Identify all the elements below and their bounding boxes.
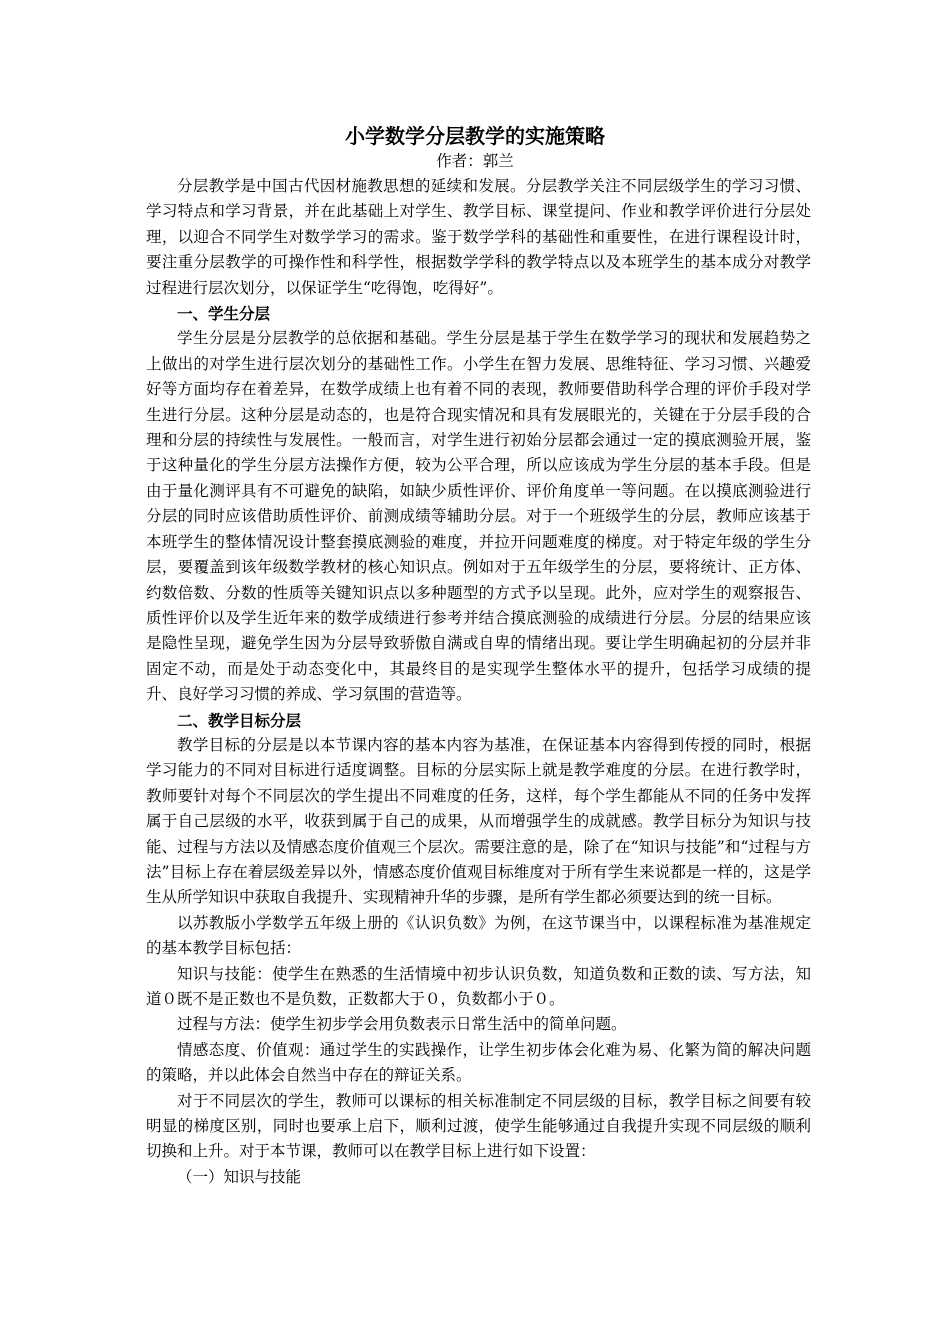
- subsection-heading-knowledge: （一）知识与技能: [177, 1167, 302, 1186]
- section2-paragraph-process: 过程与方法：使学生初步学会用负数表示日常生活中的简单问题。: [177, 1015, 627, 1034]
- section-heading-goal-layering: 二、教学目标分层: [177, 710, 302, 730]
- intro-paragraph: 分层教学是中国古代因材施教思想的延续和发展。分层教学关注不同层级学生的学习习惯、学习特点和学习背景，并在此基础上对学生、教学目标、课堂提问、作业和教学评价进行分层处理，以迎合不同学生对数学学习的需求。鉴于数学学科的基础性和重要性，在进行课程设计时，要注重分层教学的可操作性和科学性，根据数学学科的教学特点以及本班学生的基本成分对教学过程进行层次划分，以保证学生“吃得饱，吃得好”。: [146, 177, 811, 297]
- section2-paragraph-3: 对于不同层次的学生，教师可以课标的相关标准制定不同层级的目标，教学目标之间要有较明显的梯度区别，同时也要承上启下，顺利过渡，使学生能够通过自我提升实现不同层级的顺利切换和上升。对于本节课，教师可以在教学目标上进行如下设置：: [146, 1091, 811, 1161]
- section1-paragraph: 学生分层是分层教学的总依据和基础。学生分层是基于学生在数学学习的现状和发展趋势之上做出的对学生进行层次划分的基础性工作。小学生在智力发展、思维特征、学习习惯、兴趣爱好等方面均存在着差异，在数学成绩上也有着不同的表现，教师要借助科学合理的评价手段对学生进行分层。这种分层是动态的，也是符合现实情况和具有发展眼光的，关键在于分层手段的合理和分层的持续性与发展性。一般而言，对学生进行初始分层都会通过一定的摸底测验开展，鉴于这种量化的学生分层方法操作方便，较为公平合理，所以应该成为学生分层的基本手段。但是由于量化测评具有不可避免的缺陷，如缺少质性评价、评价角度单一等问题。在以摸底测验进行分层的同时应该借助质性评价、前测成绩等辅助分层。对于一个班级学生的分层，教师应该基于本班学生的整体情况设计整套摸底测验的难度，并拉开问题难度的梯度。对于特定年级的学生分层，要覆盖到该年级数学教材的核心知识点。例如对于五年级学生的分层，要将统计、正方体、约数倍数、分数的性质等关键知识点以多种题型的方式予以呈现。此外，应对学生的观察报告、质性评价以及学生近年来的数学成绩进行参考并结合摸底测验的成绩进行分层。分层的结果应该是隐性呈现，避免学生因为分层导致骄傲自满或自卑的情绪出现。要让学生明确起初的分层并非固定不动，而是处于动态变化中，其最终目的是实现学生整体水平的提升，包括学习成绩的提升、良好学习习惯的养成、学习氛围的营造等。: [146, 329, 811, 704]
- document-author: 作者：郭兰: [436, 152, 514, 170]
- section2-paragraph-knowledge: 知识与技能：使学生在熟悉的生活情境中初步认识负数，知道负数和正数的读、写方法，知道０既不是正数也不是负数，正数都大于０，负数都小于０。: [146, 964, 811, 1008]
- section2-paragraph-2: 以苏教版小学数学五年级上册的《认识负数》为例，在这节课当中，以课程标准为基准规定的基本教学目标包括：: [146, 913, 811, 958]
- section2-paragraph-1: 教学目标的分层是以本节课内容的基本内容为基准，在保证基本内容得到传授的同时，根据学习能力的不同对目标进行适度调整。目标的分层实际上就是教学难度的分层。在进行教学时，教师要针对每个不同层次的学生提出不同难度的任务，这样，每个学生都能从不同的任务中发挥属于自己层级的水平，收获到属于自己的成果，从而增强学生的成就感。教学目标分为知识与技能、过程与方法以及情感态度价值观三个层次。需要注意的是，除了在“知识与技能”和“过程与方法”目标上存在着层级差异以外，情感态度价值观目标维度对于所有学生来说都是一样的，这是学生从所学知识中获取自我提升、实现精神升华的步骤，是所有学生都必须要达到的统一目标。: [146, 735, 811, 907]
- document-body: [146, 174, 811, 1190]
- document-title: 小学数学分层教学的实施策略: [345, 124, 605, 148]
- section2-paragraph-emotion: 情感态度、价值观：通过学生的实践操作，让学生初步体会化难为易、化繁为简的解决问题的策略，并以此体会自然当中存在的辩证关系。: [146, 1040, 811, 1085]
- section-heading-student-layering: 一、学生分层: [177, 304, 271, 324]
